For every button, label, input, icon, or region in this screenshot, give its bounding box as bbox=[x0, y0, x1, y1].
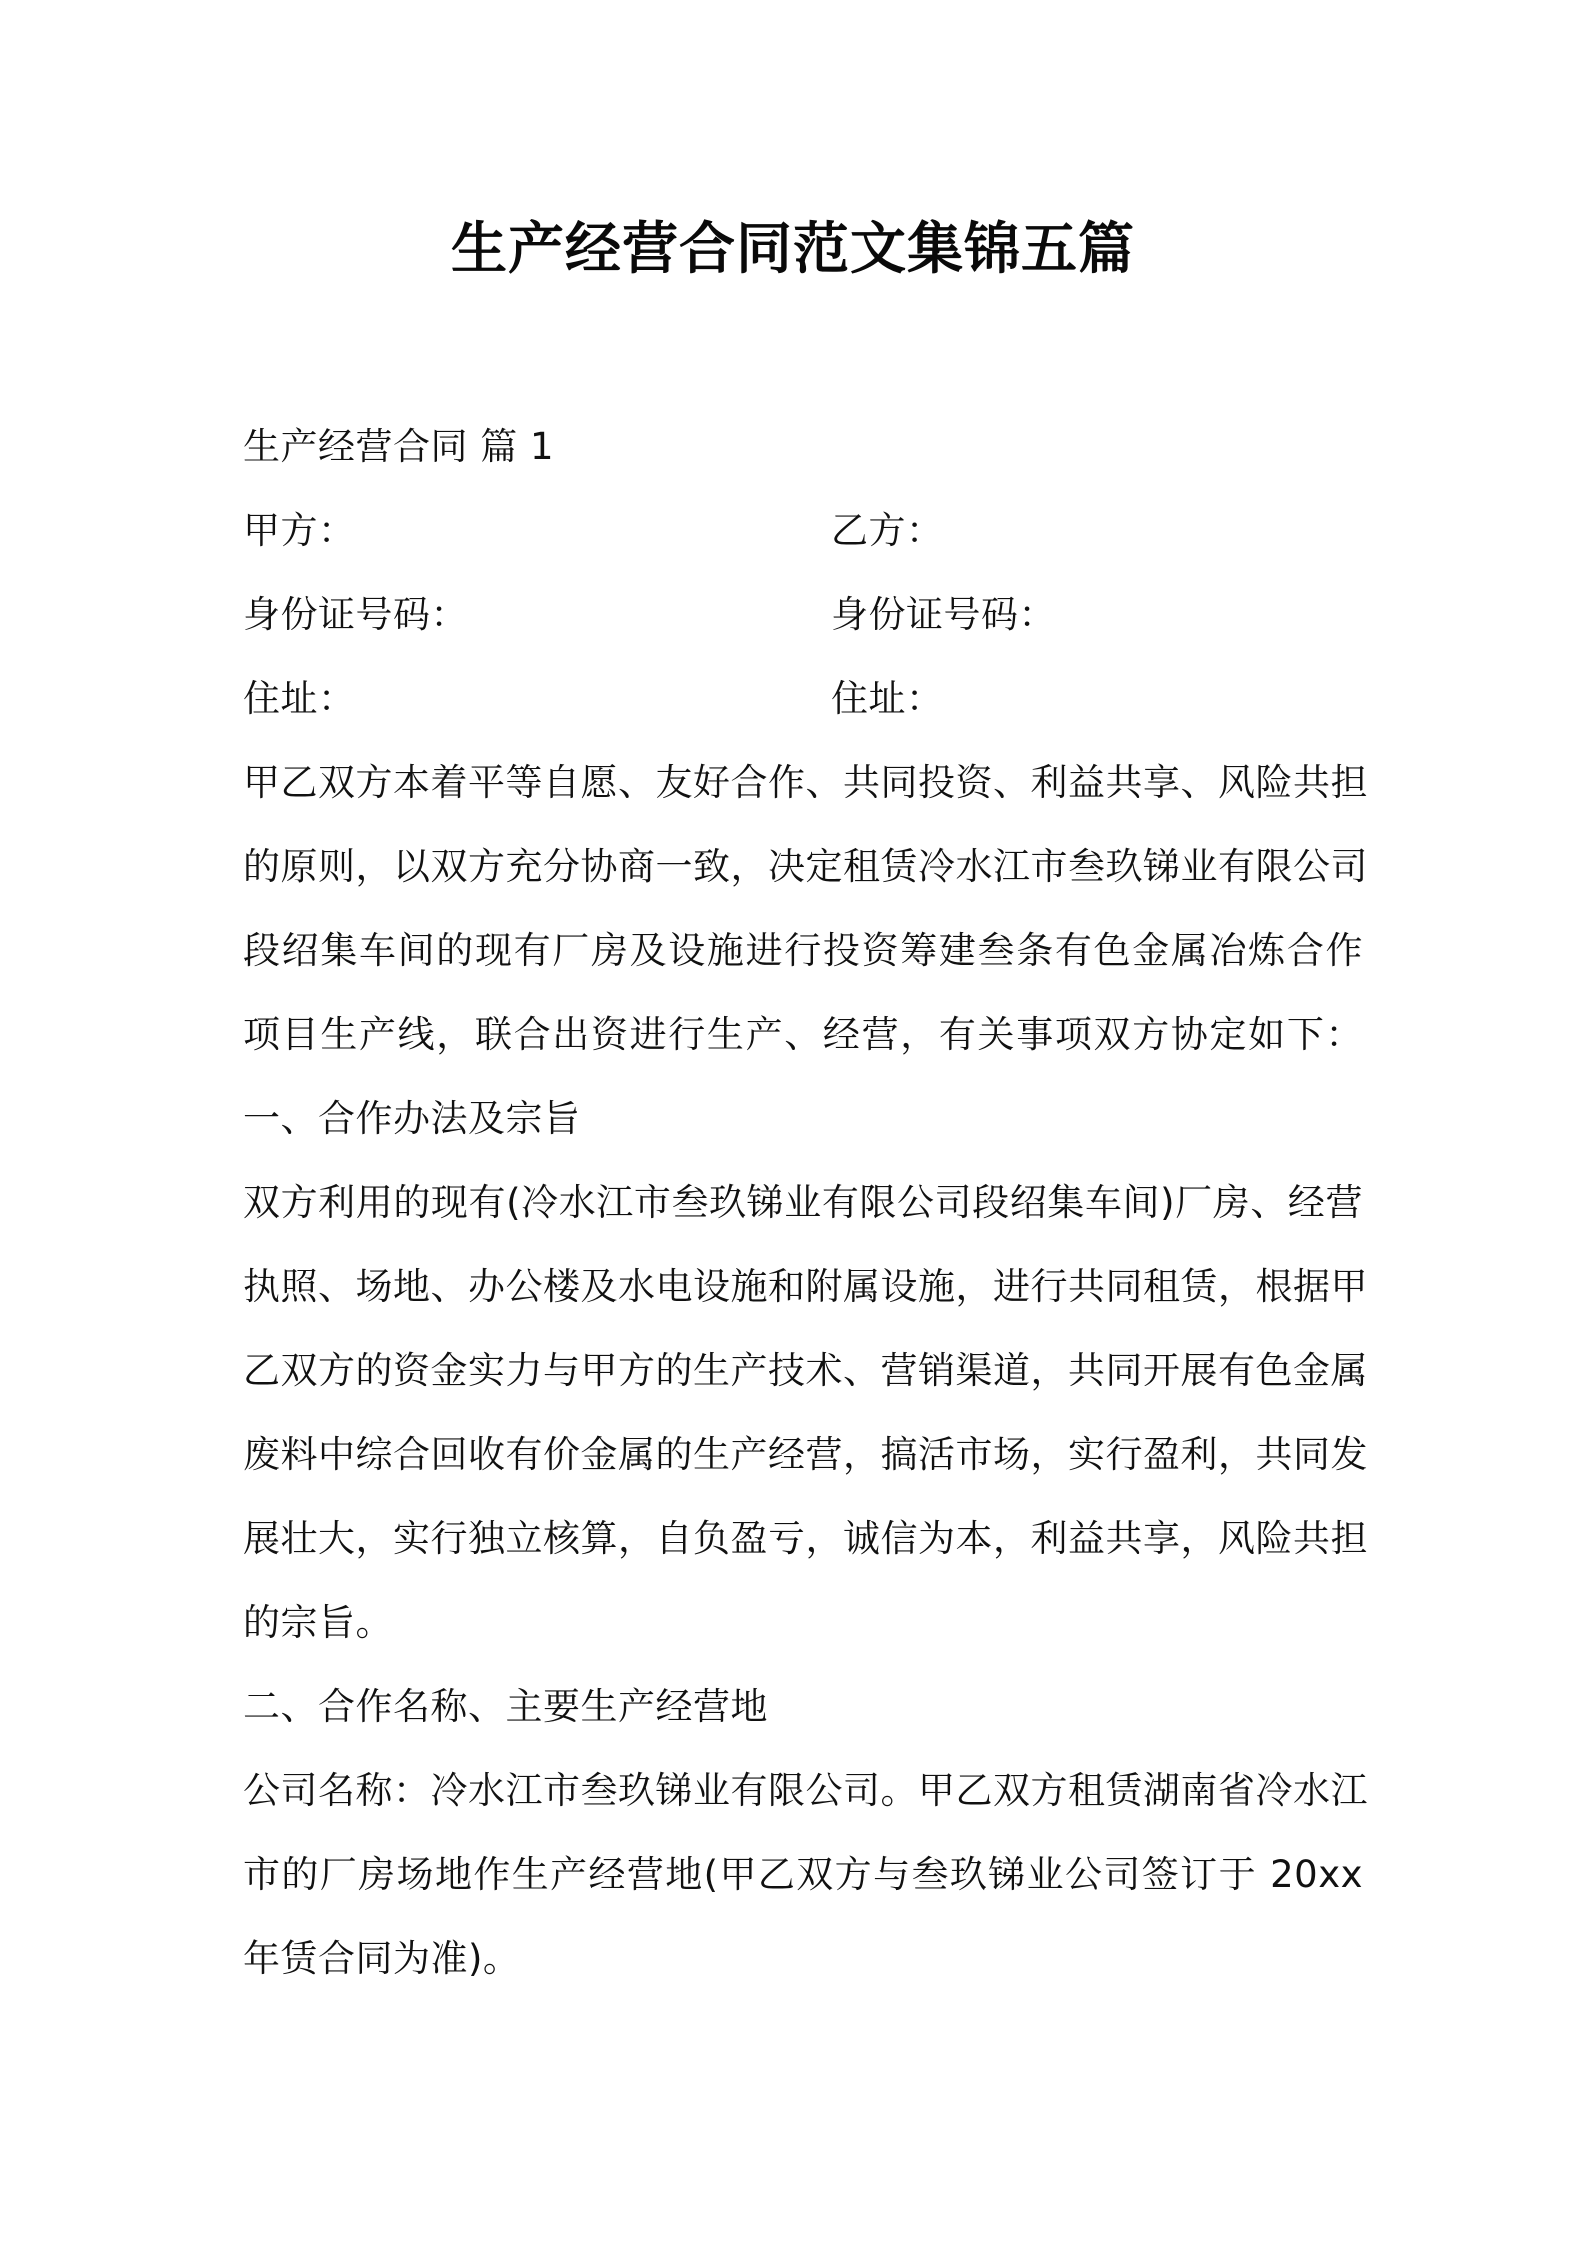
paragraph-line: 公司名称：冷水江市叁玖锑业有限公司。甲乙双方租赁湖南省冷水江 bbox=[243, 1769, 1368, 1812]
party-b-label: 乙方： bbox=[831, 509, 944, 552]
address-b-label: 住址： bbox=[831, 677, 944, 720]
paragraph-line: 市的厂房场地作生产经营地(甲乙双方与叁玖锑业公司签订于 20xx bbox=[243, 1853, 1363, 1896]
paragraph-line: 的宗旨。 bbox=[243, 1601, 393, 1644]
address-row bbox=[243, 657, 1363, 741]
intro-paragraph bbox=[243, 741, 1368, 1077]
paragraph-line: 甲乙双方本着平等自愿、友好合作、共同投资、利益共享、风险共担 bbox=[243, 761, 1368, 804]
party-row bbox=[243, 489, 1363, 573]
paragraph-line: 双方利用的现有(冷水江市叁玖锑业有限公司段绍集车间)厂房、经营 bbox=[243, 1181, 1363, 1224]
address-a-label: 住址： bbox=[243, 677, 356, 720]
party-a-label: 甲方： bbox=[243, 509, 356, 552]
paragraph-line: 项目生产线，联合出资进行生产、经营，有关事项双方协定如下： bbox=[243, 1013, 1363, 1056]
paragraph-line: 展壮大，实行独立核算，自负盈亏，诚信为本，利益共享，风险共担 bbox=[243, 1517, 1368, 1560]
paragraph-line: 乙双方的资金实力与甲方的生产技术、营销渠道，共同开展有色金属 bbox=[243, 1349, 1368, 1392]
heading-cooperation-name: 二、合作名称、主要生产经营地 bbox=[243, 1685, 768, 1728]
company-paragraph bbox=[243, 1749, 1368, 2001]
heading-cooperation-method: 一、合作办法及宗旨 bbox=[243, 1097, 581, 1140]
paragraph-line: 废料中综合回收有价金属的生产经营，搞活市场，实行盈利，共同发 bbox=[243, 1433, 1368, 1476]
cooperation-paragraph bbox=[243, 1161, 1368, 1665]
id-a-label: 身份证号码： bbox=[243, 593, 468, 636]
document-title: 生产经营合同范文集锦五篇 bbox=[451, 217, 1135, 282]
paragraph-line: 段绍集车间的现有厂房及设施进行投资筹建叁条有色金属冶炼合作 bbox=[243, 929, 1363, 972]
section-heading: 生产经营合同 篇 1 bbox=[243, 425, 555, 468]
id-b-label: 身份证号码： bbox=[831, 593, 1056, 636]
paragraph-line: 执照、场地、办公楼及水电设施和附属设施，进行共同租赁，根据甲 bbox=[243, 1265, 1368, 1308]
id-row bbox=[243, 573, 1363, 657]
document-body bbox=[243, 405, 1368, 2001]
paragraph-line: 年赁合同为准)。 bbox=[243, 1937, 521, 1980]
paragraph-line: 的原则，以双方充分协商一致，决定租赁冷水江市叁玖锑业有限公司 bbox=[243, 845, 1368, 888]
